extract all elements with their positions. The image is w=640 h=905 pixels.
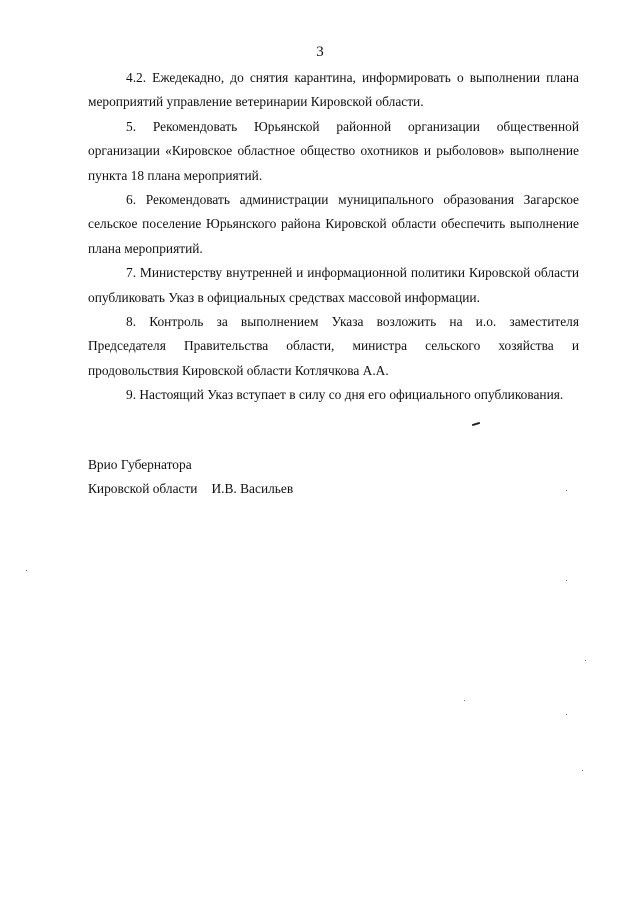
scan-speck — [464, 700, 465, 701]
paragraph-8: 8. Контроль за выполнением Указа возложить на и.о. заместителя Председателя Правительства области, министра сельского хозяйства и продовольствия Кировской области Котлячкова А.А. — [88, 314, 579, 378]
scan-speck — [566, 490, 567, 491]
paragraph-6: 6. Рекомендовать администрации муниципального образования Загарское сельское поселение Юрьянского района Кировской области обеспечить выполнение плана мероприятий. — [88, 192, 579, 256]
scan-speck — [566, 580, 567, 581]
paragraph-7: 7. Министерству внутренней и информационной политики Кировской области опубликовать Указ в официальных средствах массовой информации. — [88, 265, 579, 305]
paragraph-4-2: 4.2. Ежедекадно, до снятия карантина, информировать о выполнении плана мероприятий управление ветеринарии Кировской области. — [88, 70, 579, 110]
scan-speck — [26, 570, 27, 571]
paragraph-9: 9. Настоящий Указ вступает в силу со дня его официального опубликования. — [126, 387, 564, 403]
page-number: 3 — [316, 44, 324, 60]
signature-title-line2 — [88, 477, 293, 501]
decree-body — [88, 66, 579, 408]
signature-region: Кировской области — [88, 481, 198, 497]
signature-name: И.В. Васильев — [211, 481, 294, 497]
scan-speck — [582, 770, 583, 771]
scan-speck — [566, 714, 567, 715]
paragraph-5: 5. Рекомендовать Юрьянской районной организации общественной организации «Кировское областное общество охотников и рыболовов» выполнение пункта 18 плана мероприятий. — [88, 118, 579, 183]
signature-block — [88, 453, 293, 502]
scan-mark — [472, 422, 480, 426]
scan-speck — [585, 660, 586, 661]
signature-title-line1: Врио Губернатора — [88, 457, 192, 472]
